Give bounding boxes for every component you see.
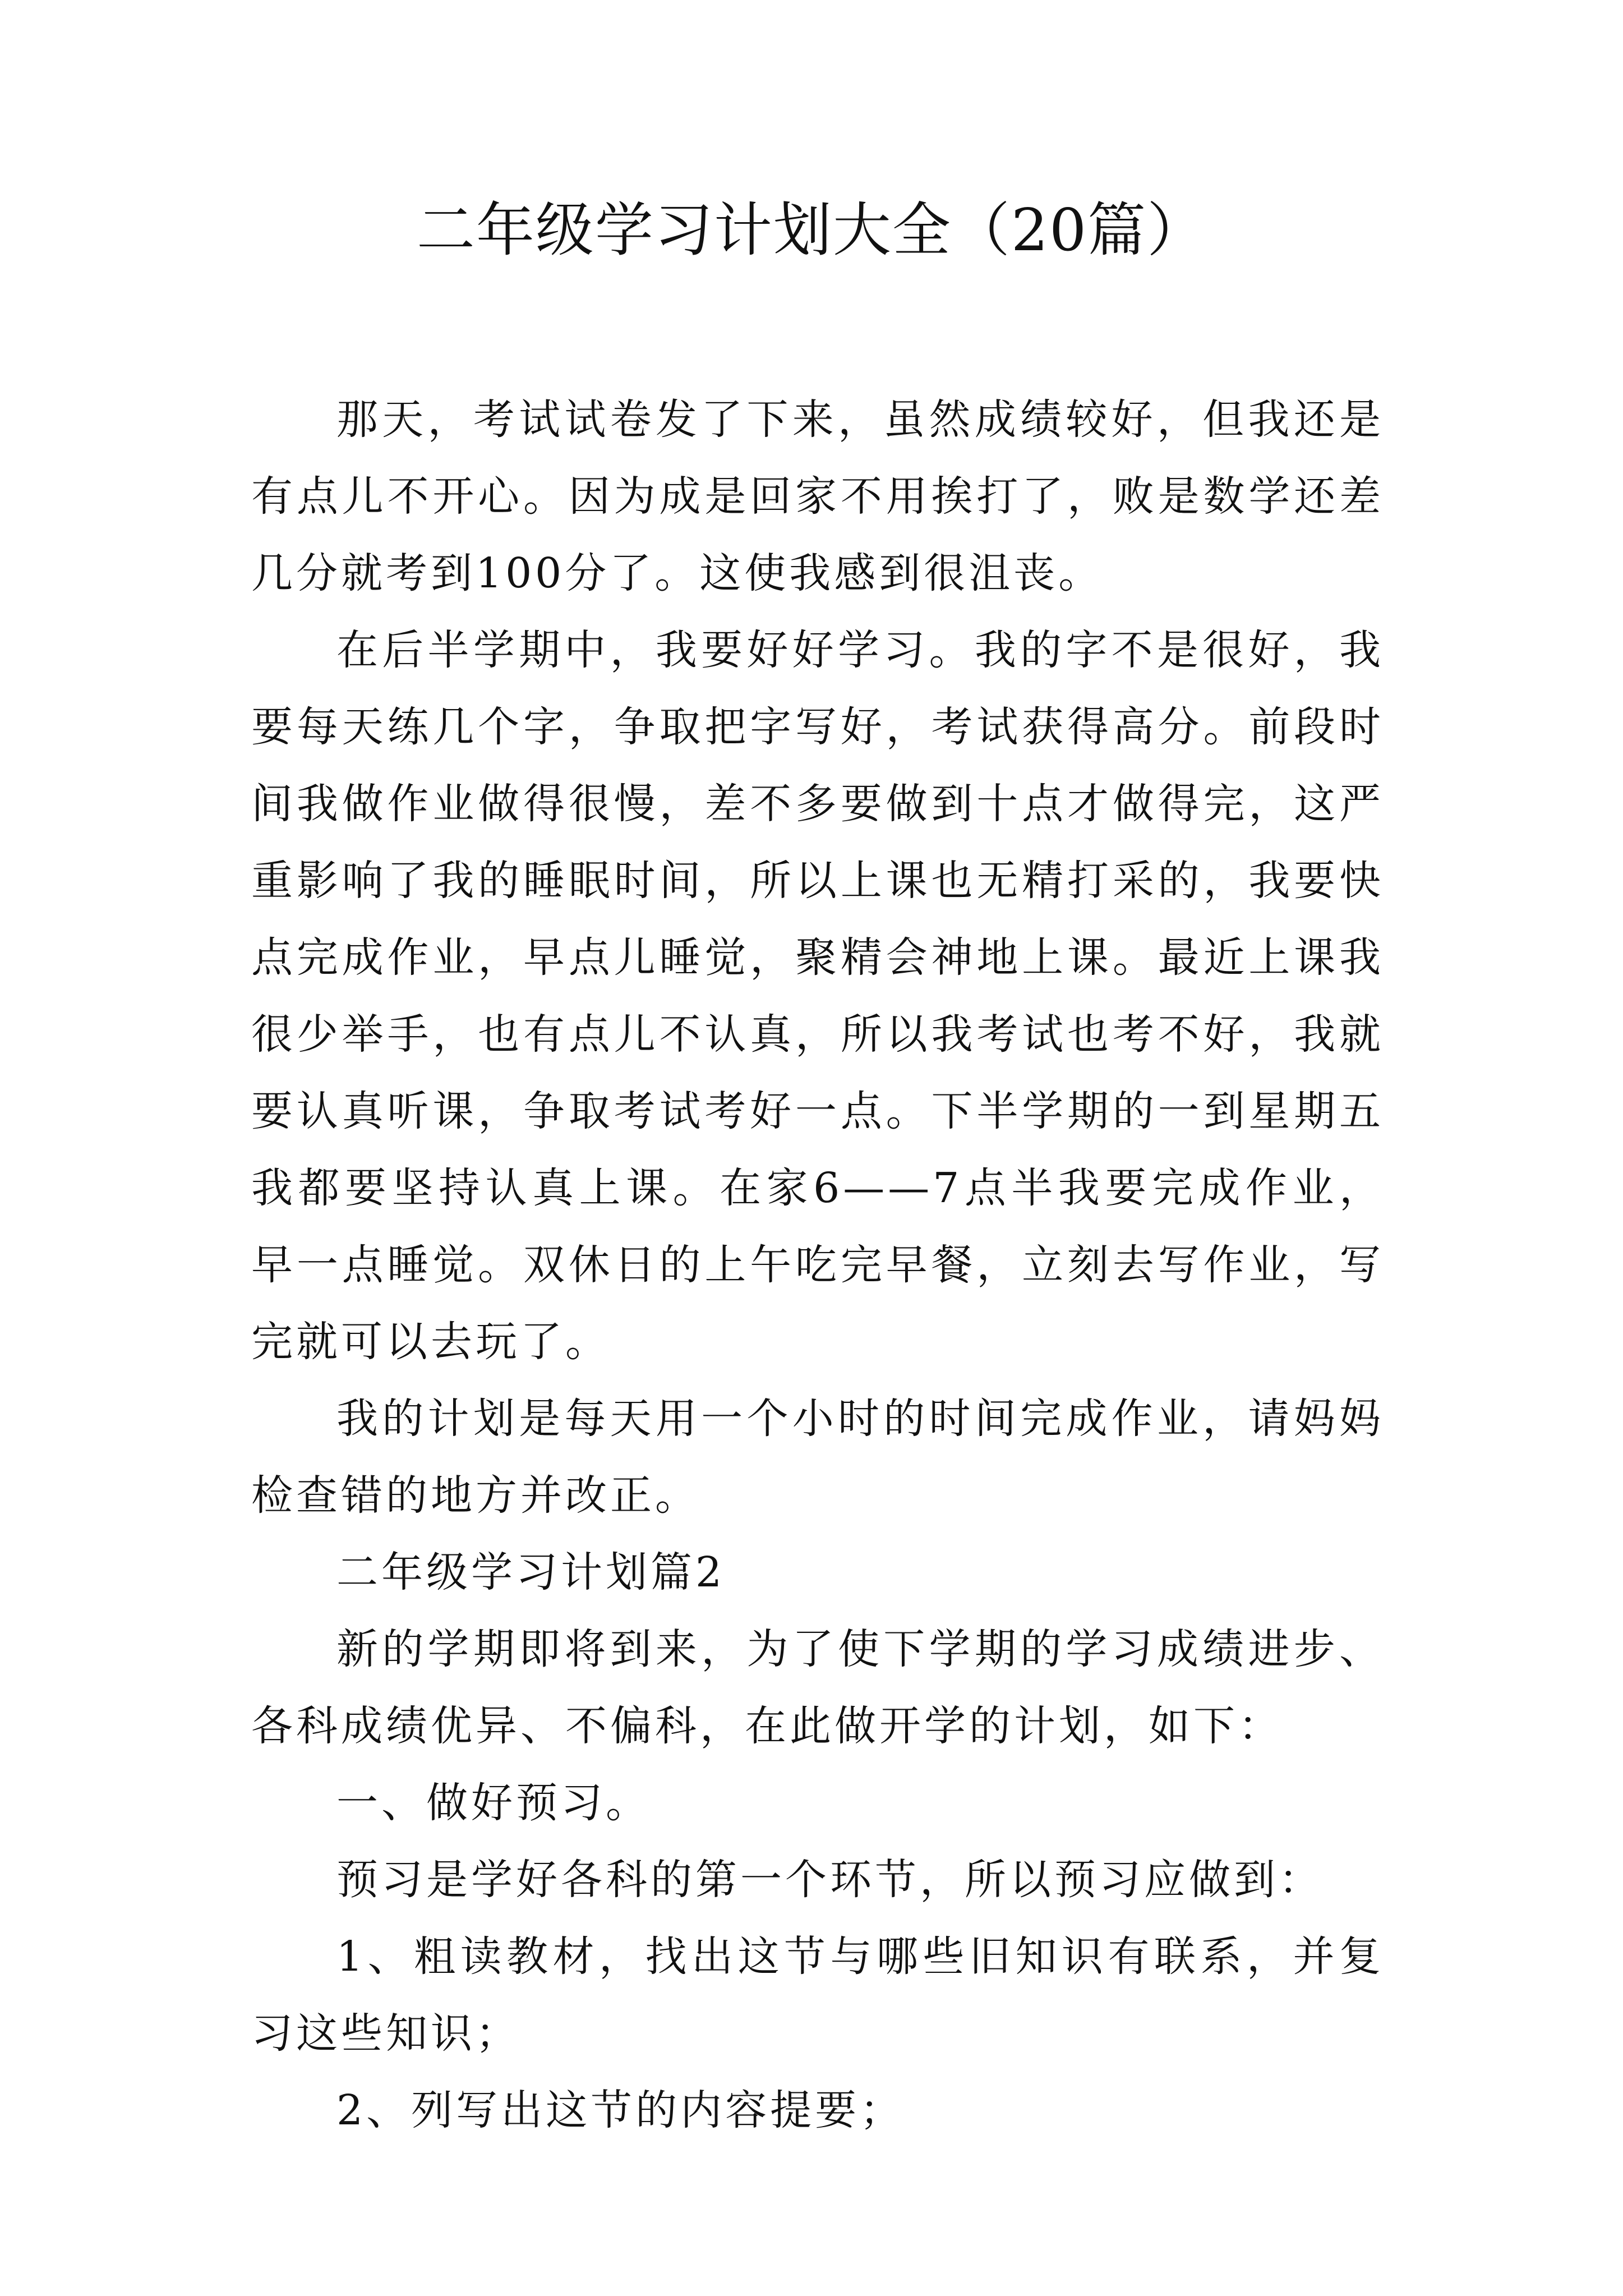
paragraph: 在后半学期中，我要好好学习。我的字不是很好，我要每天练几个字，争取把字写好，考试获得高分。前段时间我做作业做得很慢，差不多要做到十点才做得完，这严重影响了我的睡眠时间，所以上课也无精打采的，我要快点完成作业，早点儿睡觉，聚精会神地上课。最近上课我很少举手，也有点儿不认真，所以我考试也考不好，我就要认真听课，争取考试考好一点。下半学期的一到星期五我都要坚持认真上课。在家6——7点半我要完成作业，早一点睡觉。双休日的上午吃完早餐，立刻去写作业，写完就可以去玩了。 — [251, 626, 1384, 1366]
paragraph: 预习是学好各科的第一个环节，所以预习应做到： — [336, 1856, 1324, 1904]
paragraph: 那天，考试试卷发了下来，虽然成绩较好，但我还是有点儿不开心。因为成是回家不用挨打了，败是数学还差几分就考到100分了。这使我感到很沮丧。 — [251, 395, 1384, 597]
paragraph: 新的学期即将到来，为了使下学期的学习成绩进步、各科成绩优异、不偏科，在此做开学的计划，如下： — [251, 1625, 1384, 1750]
section-heading: 二年级学习计划篇2 — [336, 1548, 726, 1596]
document-body — [251, 381, 1384, 2149]
list-item: 1、粗读教材，找出这节与哪些旧知识有联系，并复习这些知识； — [251, 1932, 1384, 2058]
document-title: 二年级学习计划大全（20篇） — [416, 196, 1207, 264]
subheading: 一、做好预习。 — [336, 1779, 651, 1827]
paragraph: 我的计划是每天用一个小时的时间完成作业，请妈妈检查错的地方并改正。 — [251, 1395, 1384, 1520]
list-item: 2、列写出这节的内容提要； — [336, 2086, 905, 2134]
